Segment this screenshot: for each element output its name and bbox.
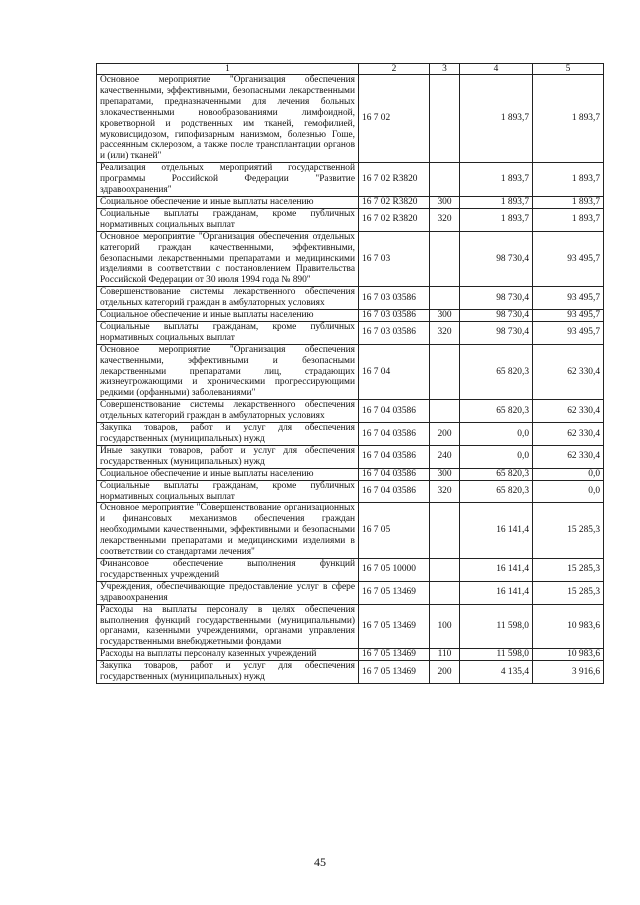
row-amount-2: 93 495,7: [533, 231, 604, 287]
row-expense-type: 300: [430, 196, 460, 208]
row-name: Основное мероприятие "Организация обеспечения отдельных категорий граждан качественными, эффективными, безопасными лекарственными препаратами и медицинскими изделиями в соответствии с постановлением Правительства Российской Федерации от 30 июля 1994 года № 890": [97, 231, 359, 287]
row-amount-1: 1 893,7: [460, 75, 533, 163]
row-amount-1: 16 141,4: [460, 503, 533, 559]
row-expense-type: [430, 503, 460, 559]
row-name: Основное мероприятие "Организация обеспечения качественными, эффективными и безопасными лекарственными препаратами лиц, страдающих жизнеугрожающими и хроническими прогрессирующими редкими (орфанными) заболеваниями": [97, 344, 359, 400]
table-row: [97, 400, 604, 423]
header-col-2: 2: [359, 64, 430, 75]
table-row: [97, 75, 604, 163]
row-expense-type: 110: [430, 649, 460, 661]
row-amount-2: 10 983,6: [533, 604, 604, 649]
row-amount-1: 1 893,7: [460, 163, 533, 197]
row-target-code: 16 7 05 13469: [359, 581, 430, 604]
table-row: [97, 321, 604, 344]
row-expense-type: [430, 400, 460, 423]
row-amount-2: 0,0: [533, 468, 604, 480]
row-amount-1: 65 820,3: [460, 468, 533, 480]
row-name: Основное мероприятие "Совершенствование организационных и финансовых механизмов обеспечения граждан необходимыми качественными, эффективными и безопасными лекарственными препаратами и медицинскими изделиями в соответствии со стандартами лечения": [97, 503, 359, 559]
row-expense-type: 200: [430, 661, 460, 684]
row-amount-1: 98 730,4: [460, 321, 533, 344]
row-target-code: 16 7 04 03586: [359, 400, 430, 423]
row-amount-2: 3 916,6: [533, 661, 604, 684]
table-row: [97, 503, 604, 559]
row-target-code: 16 7 03 03586: [359, 321, 430, 344]
row-amount-2: 62 330,4: [533, 445, 604, 468]
row-expense-type: 300: [430, 468, 460, 480]
row-amount-1: 65 820,3: [460, 344, 533, 400]
row-amount-1: 98 730,4: [460, 287, 533, 310]
row-target-code: 16 7 05 13469: [359, 604, 430, 649]
row-target-code: 16 7 02 R3820: [359, 208, 430, 231]
row-expense-type: 320: [430, 321, 460, 344]
header-col-3: 3: [430, 64, 460, 75]
row-name: Финансовое обеспечение выполнения функций государственных учреждений: [97, 558, 359, 581]
row-expense-type: 320: [430, 480, 460, 503]
row-name: Расходы на выплаты персоналу в целях обеспечения выполнения функций государственными (муниципальными) органами, казенными учреждениями, органами управления государственными внебюджетными фондами: [97, 604, 359, 649]
row-name: Социальное обеспечение и иные выплаты населению: [97, 468, 359, 480]
row-amount-2: 0,0: [533, 480, 604, 503]
budget-table: [96, 63, 604, 684]
row-expense-type: 320: [430, 208, 460, 231]
row-expense-type: 300: [430, 310, 460, 322]
row-amount-1: 4 135,4: [460, 661, 533, 684]
row-expense-type: [430, 287, 460, 310]
row-target-code: 16 7 05 10000: [359, 558, 430, 581]
row-amount-1: 1 893,7: [460, 208, 533, 231]
row-target-code: 16 7 04 03586: [359, 423, 430, 446]
table-row: [97, 558, 604, 581]
row-expense-type: [430, 231, 460, 287]
row-name: Закупка товаров, работ и услуг для обеспечения государственных (муниципальных) нужд: [97, 423, 359, 446]
row-target-code: 16 7 03: [359, 231, 430, 287]
table-row: [97, 344, 604, 400]
row-name: Социальные выплаты гражданам, кроме публичных нормативных социальных выплат: [97, 208, 359, 231]
row-target-code: 16 7 05: [359, 503, 430, 559]
row-amount-2: 62 330,4: [533, 423, 604, 446]
table-row: [97, 604, 604, 649]
row-target-code: 16 7 02 R3820: [359, 196, 430, 208]
table-row: [97, 287, 604, 310]
row-name: Социальное обеспечение и иные выплаты населению: [97, 310, 359, 322]
row-amount-1: 11 598,0: [460, 649, 533, 661]
row-amount-1: 11 598,0: [460, 604, 533, 649]
row-amount-1: 65 820,3: [460, 480, 533, 503]
table-body: [97, 75, 604, 684]
row-target-code: 16 7 04 03586: [359, 445, 430, 468]
row-amount-1: 16 141,4: [460, 558, 533, 581]
page-number: 45: [314, 855, 326, 869]
row-target-code: 16 7 03 03586: [359, 287, 430, 310]
row-target-code: 16 7 04 03586: [359, 468, 430, 480]
row-amount-2: 62 330,4: [533, 400, 604, 423]
table-row: [97, 310, 604, 322]
table-row: [97, 581, 604, 604]
row-amount-1: 98 730,4: [460, 231, 533, 287]
table-row: [97, 480, 604, 503]
table-row: [97, 231, 604, 287]
row-target-code: 16 7 02 R3820: [359, 163, 430, 197]
row-name: Основное мероприятие "Организация обеспечения качественными, эффективными, безопасными лекарственными препаратами, предназначенными для лечения больных злокачественными новообразованиями лимфоидной, кроветворной и родственных им тканей, гемофилией, муковисцидозом, гипофизарным нанизмом, болезнью Гоше, рассеянным склерозом, а также после трансплантации органов и (или) тканей": [97, 75, 359, 163]
table-row: [97, 208, 604, 231]
table-row: [97, 468, 604, 480]
row-expense-type: 200: [430, 423, 460, 446]
row-expense-type: 240: [430, 445, 460, 468]
row-name: Социальные выплаты гражданам, кроме публичных нормативных социальных выплат: [97, 321, 359, 344]
table-row: [97, 196, 604, 208]
row-name: Закупка товаров, работ и услуг для обеспечения государственных (муниципальных) нужд: [97, 661, 359, 684]
row-expense-type: [430, 344, 460, 400]
row-amount-2: 1 893,7: [533, 163, 604, 197]
header-col-4: 4: [460, 64, 533, 75]
row-amount-2: 1 893,7: [533, 75, 604, 163]
row-amount-2: 93 495,7: [533, 310, 604, 322]
row-name: Иные закупки товаров, работ и услуг для обеспечения государственных (муниципальных) нужд: [97, 445, 359, 468]
row-name: Совершенствование системы лекарственного обеспечения отдельных категорий граждан в амбулаторных условиях: [97, 287, 359, 310]
row-target-code: 16 7 04: [359, 344, 430, 400]
row-amount-1: 0,0: [460, 445, 533, 468]
header-col-1: 1: [97, 64, 359, 75]
row-name: Социальное обеспечение и иные выплаты населению: [97, 196, 359, 208]
row-target-code: 16 7 03 03586: [359, 310, 430, 322]
row-name: Расходы на выплаты персоналу казенных учреждений: [97, 649, 359, 661]
row-name: Учреждения, обеспечивающие предоставление услуг в сфере здравоохранения: [97, 581, 359, 604]
row-amount-1: 16 141,4: [460, 581, 533, 604]
row-name: Совершенствование системы лекарственного обеспечения отдельных категорий граждан в амбулаторных условиях: [97, 400, 359, 423]
table-row: [97, 445, 604, 468]
row-expense-type: [430, 75, 460, 163]
row-amount-2: 15 285,3: [533, 503, 604, 559]
row-amount-1: 65 820,3: [460, 400, 533, 423]
row-amount-2: 93 495,7: [533, 287, 604, 310]
row-amount-1: 1 893,7: [460, 196, 533, 208]
row-target-code: 16 7 05 13469: [359, 649, 430, 661]
row-expense-type: [430, 163, 460, 197]
row-amount-2: 93 495,7: [533, 321, 604, 344]
row-amount-1: 98 730,4: [460, 310, 533, 322]
row-amount-2: 10 983,6: [533, 649, 604, 661]
row-target-code: 16 7 02: [359, 75, 430, 163]
row-amount-1: 0,0: [460, 423, 533, 446]
row-expense-type: [430, 558, 460, 581]
row-name: Реализация отдельных мероприятий государственной программы Российской Федерации "Развитие здравоохранения": [97, 163, 359, 197]
table-row: [97, 423, 604, 446]
row-amount-2: 1 893,7: [533, 196, 604, 208]
table-row: [97, 163, 604, 197]
row-amount-2: 62 330,4: [533, 344, 604, 400]
header-col-5: 5: [533, 64, 604, 75]
row-expense-type: 100: [430, 604, 460, 649]
row-amount-2: 1 893,7: [533, 208, 604, 231]
row-amount-2: 15 285,3: [533, 558, 604, 581]
row-amount-2: 15 285,3: [533, 581, 604, 604]
row-expense-type: [430, 581, 460, 604]
row-target-code: 16 7 05 13469: [359, 661, 430, 684]
table-row: [97, 649, 604, 661]
row-name: Социальные выплаты гражданам, кроме публичных нормативных социальных выплат: [97, 480, 359, 503]
table-row: [97, 661, 604, 684]
header-row: [97, 64, 604, 75]
row-target-code: 16 7 04 03586: [359, 480, 430, 503]
